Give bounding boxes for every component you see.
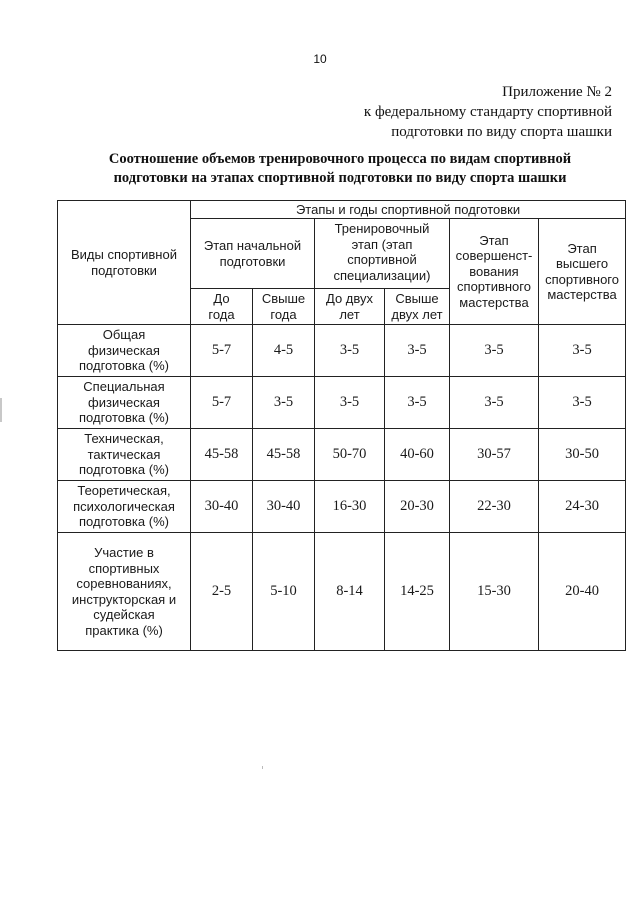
- value-cell: 4-5: [253, 325, 315, 377]
- value-cell: 30-40: [253, 481, 315, 533]
- header-line: специализации): [333, 267, 431, 283]
- label-line: подготовка (%): [79, 410, 169, 426]
- value-cell: 15-30: [450, 533, 539, 651]
- table-row: [58, 429, 626, 481]
- header-line: мастерства: [547, 287, 617, 302]
- header-line: подготовки: [91, 262, 157, 278]
- header-line: вования: [469, 263, 519, 279]
- label-line: Специальная: [83, 379, 165, 395]
- scan-edge-mark: [0, 398, 2, 422]
- value-cell: 3-5: [253, 377, 315, 429]
- label-line: психологическая: [73, 498, 175, 514]
- row-header-cell: [58, 201, 191, 325]
- value-cell: 5-7: [191, 377, 253, 429]
- value-cell: 3-5: [539, 325, 626, 377]
- value-cell: 45-58: [191, 429, 253, 481]
- row-label-cell: [58, 325, 191, 377]
- value-cell: 30-50: [539, 429, 626, 481]
- value-cell: 14-25: [385, 533, 450, 651]
- header-line: Этап: [567, 240, 597, 256]
- label-line: подготовка (%): [79, 462, 169, 478]
- value-cell: 3-5: [450, 325, 539, 377]
- stage-highest-header: [539, 219, 626, 325]
- header-line: года: [208, 306, 235, 322]
- title-line: Соотношение объемов тренировочного процесса по видам спортивной: [108, 151, 572, 167]
- header-line: Тренировочный: [334, 221, 430, 236]
- appendix-line: к федеральному стандарту спортивной: [363, 104, 612, 120]
- value-cell: 30-57: [450, 429, 539, 481]
- value-cell: 40-60: [385, 429, 450, 481]
- stage-training-header: [315, 219, 450, 289]
- header-line: спортивного: [457, 279, 531, 295]
- label-line: судейская: [93, 607, 155, 622]
- value-cell: 3-5: [450, 377, 539, 429]
- header-line: спортивного: [545, 271, 619, 287]
- scan-dust-mark: [262, 766, 263, 769]
- table-row: [58, 481, 626, 533]
- header-line: Этап: [479, 232, 509, 248]
- value-cell: 16-30: [315, 481, 385, 533]
- header-line: спортивной: [347, 252, 417, 267]
- appendix-line: Приложение № 2: [502, 84, 612, 100]
- header-line: До: [213, 291, 230, 306]
- value-cell: 3-5: [539, 377, 626, 429]
- header-line: двух лет: [391, 306, 443, 322]
- document-title: [60, 150, 620, 188]
- value-cell: 3-5: [385, 377, 450, 429]
- value-cell: 8-14: [315, 533, 385, 651]
- sub-header-cell: [253, 289, 315, 325]
- header-line: года: [270, 306, 297, 322]
- label-line: подготовка (%): [79, 514, 169, 530]
- row-label-cell: [58, 481, 191, 533]
- value-cell: 5-10: [253, 533, 315, 651]
- header-line: Виды спортивной: [71, 247, 177, 262]
- row-label-cell: [58, 533, 191, 651]
- label-line: физическая: [88, 342, 160, 358]
- label-line: подготовка (%): [79, 358, 169, 374]
- sub-header-cell: [191, 289, 253, 325]
- label-line: Общая: [102, 327, 146, 343]
- training-ratio-table: [57, 200, 626, 651]
- value-cell: 2-5: [191, 533, 253, 651]
- value-cell: 5-7: [191, 325, 253, 377]
- table-header-row: [58, 201, 626, 219]
- header-line: мастерства: [459, 294, 529, 310]
- label-line: тактическая: [87, 446, 161, 462]
- header-line: этап (этап: [351, 236, 413, 252]
- header-line: Этап начальной: [203, 238, 302, 253]
- page-number: 10: [313, 52, 327, 66]
- group-header-cell: Этапы и годы спортивной подготовки: [191, 201, 626, 219]
- label-line: Техническая,: [84, 431, 164, 447]
- stage-initial-header: [191, 219, 315, 289]
- value-cell: 20-40: [539, 533, 626, 651]
- appendix-line: подготовки по виду спорта шашки: [391, 124, 612, 140]
- header-line: подготовки: [219, 253, 286, 269]
- value-cell: 45-58: [253, 429, 315, 481]
- label-line: практика (%): [85, 622, 163, 638]
- label-line: соревнованиях,: [76, 576, 172, 591]
- value-cell: 24-30: [539, 481, 626, 533]
- value-cell: 3-5: [385, 325, 450, 377]
- value-cell: 22-30: [450, 481, 539, 533]
- value-cell: 20-30: [385, 481, 450, 533]
- value-cell: 3-5: [315, 325, 385, 377]
- sub-header-cell: [315, 289, 385, 325]
- row-label-cell: [58, 377, 191, 429]
- header-line: Свыше: [395, 291, 439, 306]
- table-row: [58, 533, 626, 651]
- value-cell: 3-5: [315, 377, 385, 429]
- appendix-heading: [364, 82, 612, 142]
- label-line: Теоретическая,: [77, 483, 171, 499]
- header-line: высшего: [555, 256, 609, 271]
- header-line: совершенст-: [455, 248, 533, 264]
- sub-header-cell: [385, 289, 450, 325]
- value-cell: 50-70: [315, 429, 385, 481]
- label-line: спортивных: [88, 560, 160, 576]
- header-line: лет: [339, 306, 360, 322]
- header-line: Свыше: [261, 291, 306, 306]
- value-cell: 30-40: [191, 481, 253, 533]
- title-line: подготовки на этапах спортивной подготовки по виду спорта шашки: [113, 170, 567, 186]
- label-line: Участие в: [94, 545, 154, 560]
- header-line: До двух: [326, 291, 373, 306]
- table-row: [58, 325, 626, 377]
- row-label-cell: [58, 429, 191, 481]
- table-row: [58, 377, 626, 429]
- label-line: физическая: [88, 394, 160, 410]
- stage-excellence-header: [450, 219, 539, 325]
- label-line: инструкторская и: [71, 591, 177, 607]
